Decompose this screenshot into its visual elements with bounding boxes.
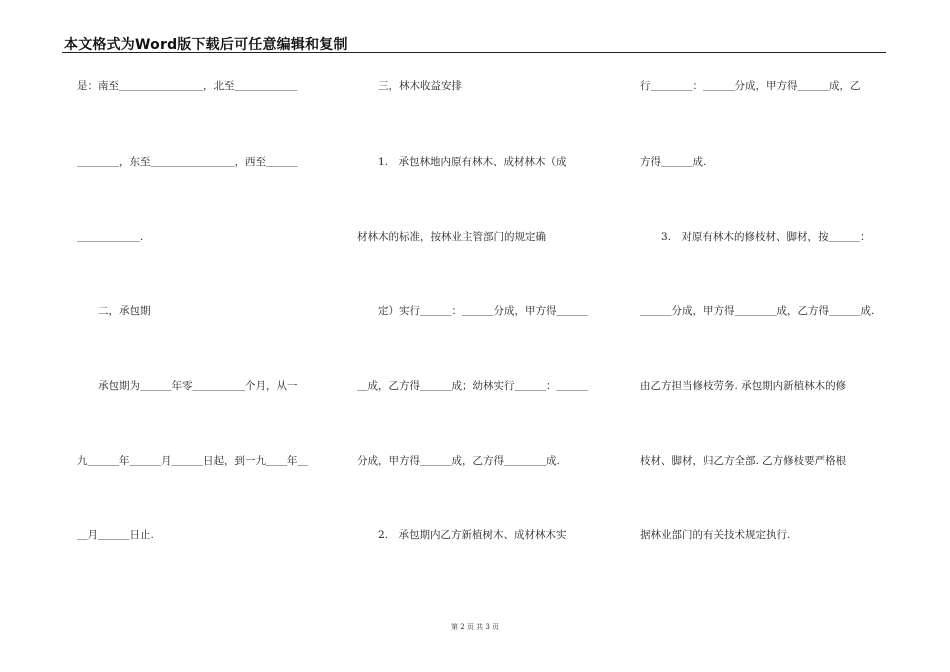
paragraph-line: ＿＿＿＿＿＿.	[77, 231, 144, 243]
paragraph-line: ＿＿＿＿，东至＿＿＿＿＿＿＿＿，西至＿＿＿	[77, 156, 298, 168]
header-divider	[62, 52, 886, 53]
paragraph-line: 行＿＿＿＿：＿＿＿分成，甲方得＿＿＿成，乙	[640, 80, 861, 92]
paragraph-line: 1. 承包林地内原有林木、成材林木（成	[357, 156, 567, 168]
paragraph-line: ＿成，乙方得＿＿＿成；幼林实行＿＿＿：＿＿＿	[357, 380, 588, 392]
paragraph-line: 据林业部门的有关技术规定执行.	[640, 529, 791, 541]
paragraph-line: 2. 承包期内乙方新植树木、成材林木实	[357, 529, 567, 541]
document-header-title: 本文格式为Word版下载后可任意编辑和复制	[64, 37, 348, 53]
paragraph-line: 由乙方担当修枝劳务. 承包期内新植林木的修	[640, 380, 847, 392]
paragraph-line: 3. 对原有林木的修枝材、脚材，按＿＿＿：	[640, 231, 871, 243]
paragraph-line: ＿＿＿分成，甲方得＿＿＿＿成，乙方得＿＿＿成.	[640, 305, 875, 317]
paragraph-line: 九＿＿＿年＿＿＿月＿＿＿日起，到一九＿＿年＿	[77, 455, 308, 467]
section-heading: 三，林木收益安排	[357, 80, 462, 92]
paragraph-line: ＿月＿＿＿日止.	[77, 529, 154, 541]
paragraph-line: 定）实行＿＿＿：＿＿＿分成，甲方得＿＿＿	[357, 305, 588, 317]
paragraph-line: 承包期为＿＿＿年零＿＿＿＿＿个月，从一	[77, 380, 298, 392]
page-number: 第 2 页 共 3 页	[450, 623, 500, 631]
paragraph-line: 是：南至＿＿＿＿＿＿＿＿，北至＿＿＿＿＿＿	[77, 80, 298, 92]
paragraph-line: 材林木的标准，按林业主管部门的规定确	[357, 231, 546, 243]
paragraph-line: 枝材、脚材，归乙方全部. 乙方修枝要严格根	[640, 455, 847, 467]
paragraph-line: 分成，甲方得＿＿＿成，乙方得＿＿＿＿成.	[357, 455, 560, 467]
section-heading: 二，承包期	[77, 305, 151, 317]
paragraph-line: 方得＿＿＿成.	[640, 156, 707, 168]
